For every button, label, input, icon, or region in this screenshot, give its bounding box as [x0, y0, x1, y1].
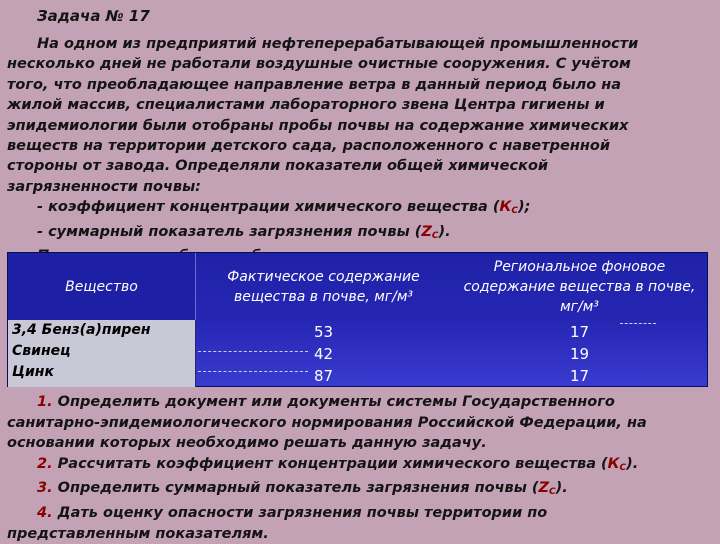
- paragraph-line: того, что преобладающее направление ветра в данный период было на: [7, 76, 622, 93]
- task-item-cont: санитарно-эпидемиологического нормирования Российской Федерации, на: [7, 414, 647, 431]
- task-item-cont: основании которых необходимо решать данную задачу.: [7, 435, 487, 452]
- header-background-content: Региональное фоновое содержание вещества в почве, мг/м³: [463, 258, 696, 315]
- header-actual-content: Фактическое содержание вещества в почве, мг/м³: [227, 268, 420, 305]
- task-title: Задача № 17: [37, 7, 150, 25]
- task-list: [7, 392, 712, 544]
- paragraph-line: веществ на территории детского сада, расположенного с наветренной: [7, 138, 610, 155]
- substance-name: Цинк: [12, 364, 54, 380]
- substance-name: Свинец: [12, 343, 71, 359]
- task-item: 2. Рассчитать коэффициент концентрации химического вещества $(К_С)$.: [37, 455, 639, 473]
- paragraph-line: жилой массив, специалистами лабораторного звена Центра гигиены и: [7, 97, 605, 114]
- task-description: [7, 34, 712, 266]
- paragraph-line: эпидемиологии были отобраны пробы почвы на содержание химических: [7, 117, 629, 134]
- paragraph-line: На одном из предприятий нефтеперерабатывающей промышленности: [37, 36, 639, 52]
- actual-value: 87: [313, 367, 334, 385]
- bullet-zc: - суммарный показатель загрязнения почвы $(Z_С)$.: [37, 223, 451, 241]
- bullet-kc: - коэффициент концентрации химического вещества $(К_С)$;: [37, 199, 531, 217]
- task-item-cont: представленным показателям.: [7, 525, 269, 542]
- task-item: 3. Определить суммарный показатель загрязнения почвы $(Z_С)$.: [37, 480, 568, 498]
- task-item: 1. Определить документ или документы системы Государственного: [37, 394, 615, 410]
- substance-column: [8, 320, 196, 387]
- task-item: 4. Дать оценку опасности загрязнения почвы территории по: [37, 504, 548, 521]
- data-table: [7, 252, 708, 387]
- substance-name: 3,4 Бенз(а)пирен: [12, 322, 151, 338]
- paragraph-line: загрязненности почвы:: [7, 178, 201, 195]
- paragraph-line: стороны от завода. Определяли показатели общей химической: [7, 158, 549, 175]
- background-value: 19: [569, 345, 590, 363]
- background-value: 17: [569, 367, 590, 385]
- background-value: 17: [569, 323, 590, 341]
- paragraph-line: несколько дней не работали воздушные очистные сооружения. С учётом: [7, 56, 631, 73]
- header-substance: Вещество: [8, 253, 196, 320]
- actual-value: 42: [313, 345, 334, 363]
- actual-value: 53: [313, 323, 334, 341]
